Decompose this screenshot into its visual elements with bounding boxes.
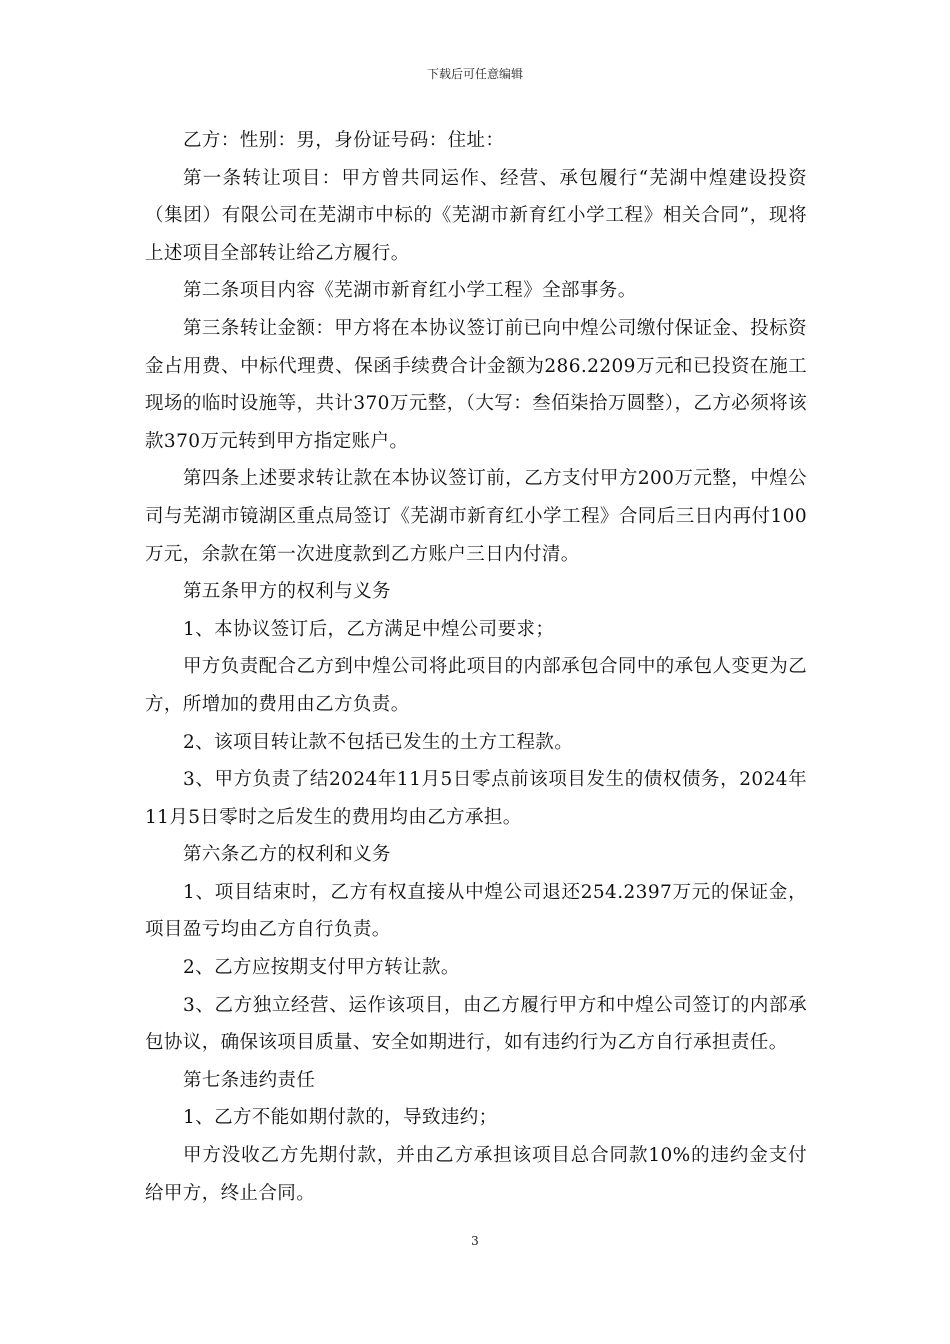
paragraph-article-7-title: 第七条违约责任 (183, 1069, 316, 1091)
document-body (145, 122, 807, 1212)
paragraph-article-3: 第三条转让金额：甲方将在本协议签订前已向中煌公司缴付保证金、投标资金占用费、中标代理费、保函手续费合计金额为286.2209万元和已投资在施工现场的临时设施等，共计370万元整，（大写：叁佰柒拾万圆整），乙方必须将该款370万元转到甲方指定账户。 (145, 317, 807, 452)
paragraph-article-5-item-1: 1、本协议签订后，乙方满足中煌公司要求； (183, 618, 555, 640)
paragraph-article-5-item-1-detail: 甲方负责配合乙方到中煌公司将此项目的内部承包合同中的承包人变更为乙方，所增加的费用由乙方负责。 (145, 656, 807, 715)
paragraph-article-7-item-1-detail: 甲方没收乙方先期付款，并由乙方承担该项目总合同款10%的违约金支付给甲方，终止合同。 (145, 1145, 807, 1204)
paragraph-party-b: 乙方：性别：男，身份证号码：住址： (183, 130, 505, 151)
paragraph-article-7-item-1: 1、乙方不能如期付款的，导致违约； (183, 1107, 498, 1129)
paragraph-article-5-title: 第五条甲方的权利与义务 (183, 581, 391, 603)
page-number: 3 (471, 1234, 479, 1248)
paragraph-article-6-title: 第六条乙方的权利和义务 (183, 844, 391, 866)
paragraph-article-5-item-2: 2、该项目转让款不包括已发生的土方工程款。 (183, 731, 574, 753)
paragraph-article-6-item-2: 2、乙方应按期支付甲方转让款。 (183, 957, 460, 979)
page-header: 下载后可任意编辑 (426, 67, 523, 81)
paragraph-article-6-item-3: 3、乙方独立经营、运作该项目，由乙方履行甲方和中煌公司签订的内部承包协议，确保该项目质量、安全如期进行，如有违约行为乙方自行承担责任。 (145, 994, 807, 1054)
paragraph-article-1: 第一条转让项目：甲方曾共同运作、经营、承包履行“芜湖中煌建设投资（集团）有限公司在芜湖市中标的《芜湖市新育红小学工程》相关合同”，现将上述项目全部转让给乙方履行。 (145, 167, 807, 264)
paragraph-article-2: 第二条项目内容《芜湖市新育红小学工程》全部事务。 (183, 280, 637, 302)
paragraph-article-4: 第四条上述要求转让款在本协议签订前，乙方支付甲方200万元整，中煌公司与芜湖市镜湖区重点局签订《芜湖市新育红小学工程》合同后三日内再付100万元，余款在第一次进度款到乙方账户三日内付清。 (145, 468, 807, 565)
paragraph-article-6-item-1: 1、项目结束时，乙方有权直接从中煌公司退还254.2397万元的保证金，项目盈亏均由乙方自行负责。 (145, 881, 807, 941)
paragraph-article-5-item-3: 3、甲方负责了结2024年11月5日零点前该项目发生的债权债务，2024年11月5日零时之后发生的费用均由乙方承担。 (145, 769, 807, 828)
